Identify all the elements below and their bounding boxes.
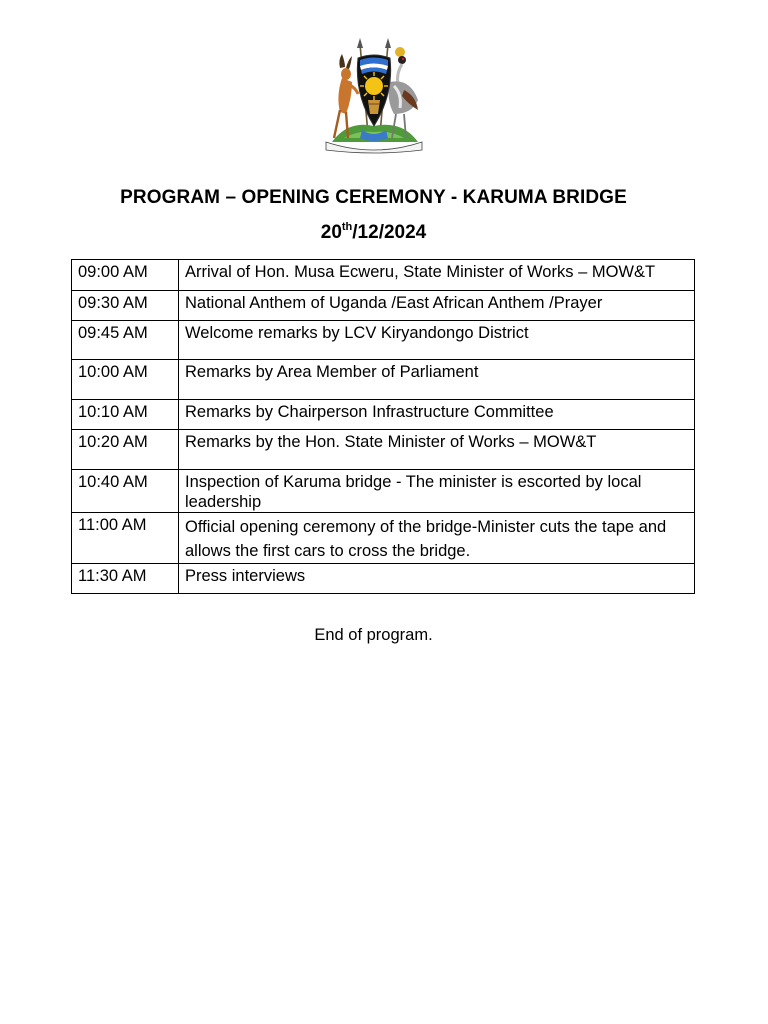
- time-cell: 10:10 AM: [72, 400, 179, 430]
- time-cell: 09:45 AM: [72, 321, 179, 360]
- activity-cell: Welcome remarks by LCV Kiryandongo District: [179, 321, 695, 360]
- date-suffix: th: [341, 221, 353, 233]
- table-row: [72, 564, 695, 594]
- activity-cell: Remarks by the Hon. State Minister of Works – MOW&T: [179, 430, 695, 470]
- date-day: 20: [320, 222, 342, 243]
- activity-cell: Press interviews: [179, 564, 695, 594]
- time-cell: 10:20 AM: [72, 430, 179, 470]
- activity-cell: Remarks by Area Member of Parliament: [179, 360, 695, 400]
- table-row: [72, 291, 695, 321]
- table-row: [72, 513, 695, 564]
- table-row: [72, 400, 695, 430]
- page-title: PROGRAM – OPENING CEREMONY - KARUMA BRIDGE: [120, 187, 627, 208]
- time-cell: 10:00 AM: [72, 360, 179, 400]
- table-row: [72, 430, 695, 470]
- time-cell: 10:40 AM: [72, 470, 179, 513]
- time-cell: 11:30 AM: [72, 564, 179, 594]
- table-row: [72, 260, 695, 291]
- activity-cell: Arrival of Hon. Musa Ecweru, State Minister of Works – MOW&T: [179, 260, 695, 291]
- date-month-year: /12/2024: [352, 222, 427, 243]
- activity-cell: National Anthem of Uganda /East African Anthem /Prayer: [179, 291, 695, 321]
- table-row: [72, 321, 695, 360]
- time-cell: 09:30 AM: [72, 291, 179, 321]
- uganda-coat-of-arms-icon: [318, 34, 430, 156]
- activity-cell: Remarks by Chairperson Infrastructure Committee: [179, 400, 695, 430]
- time-cell: 09:00 AM: [72, 260, 179, 291]
- table-row: [72, 470, 695, 513]
- table-row: [72, 360, 695, 400]
- activity-cell: Official opening ceremony of the bridge-Minister cuts the tape and allows the first cars to cross the bridge.: [179, 513, 695, 564]
- end-of-program-note: End of program.: [314, 626, 433, 644]
- time-cell: 11:00 AM: [72, 513, 179, 564]
- event-date: [0, 222, 747, 244]
- activity-cell: Inspection of Karuma bridge - The minister is escorted by local leadership: [179, 470, 695, 513]
- program-table: [71, 259, 695, 594]
